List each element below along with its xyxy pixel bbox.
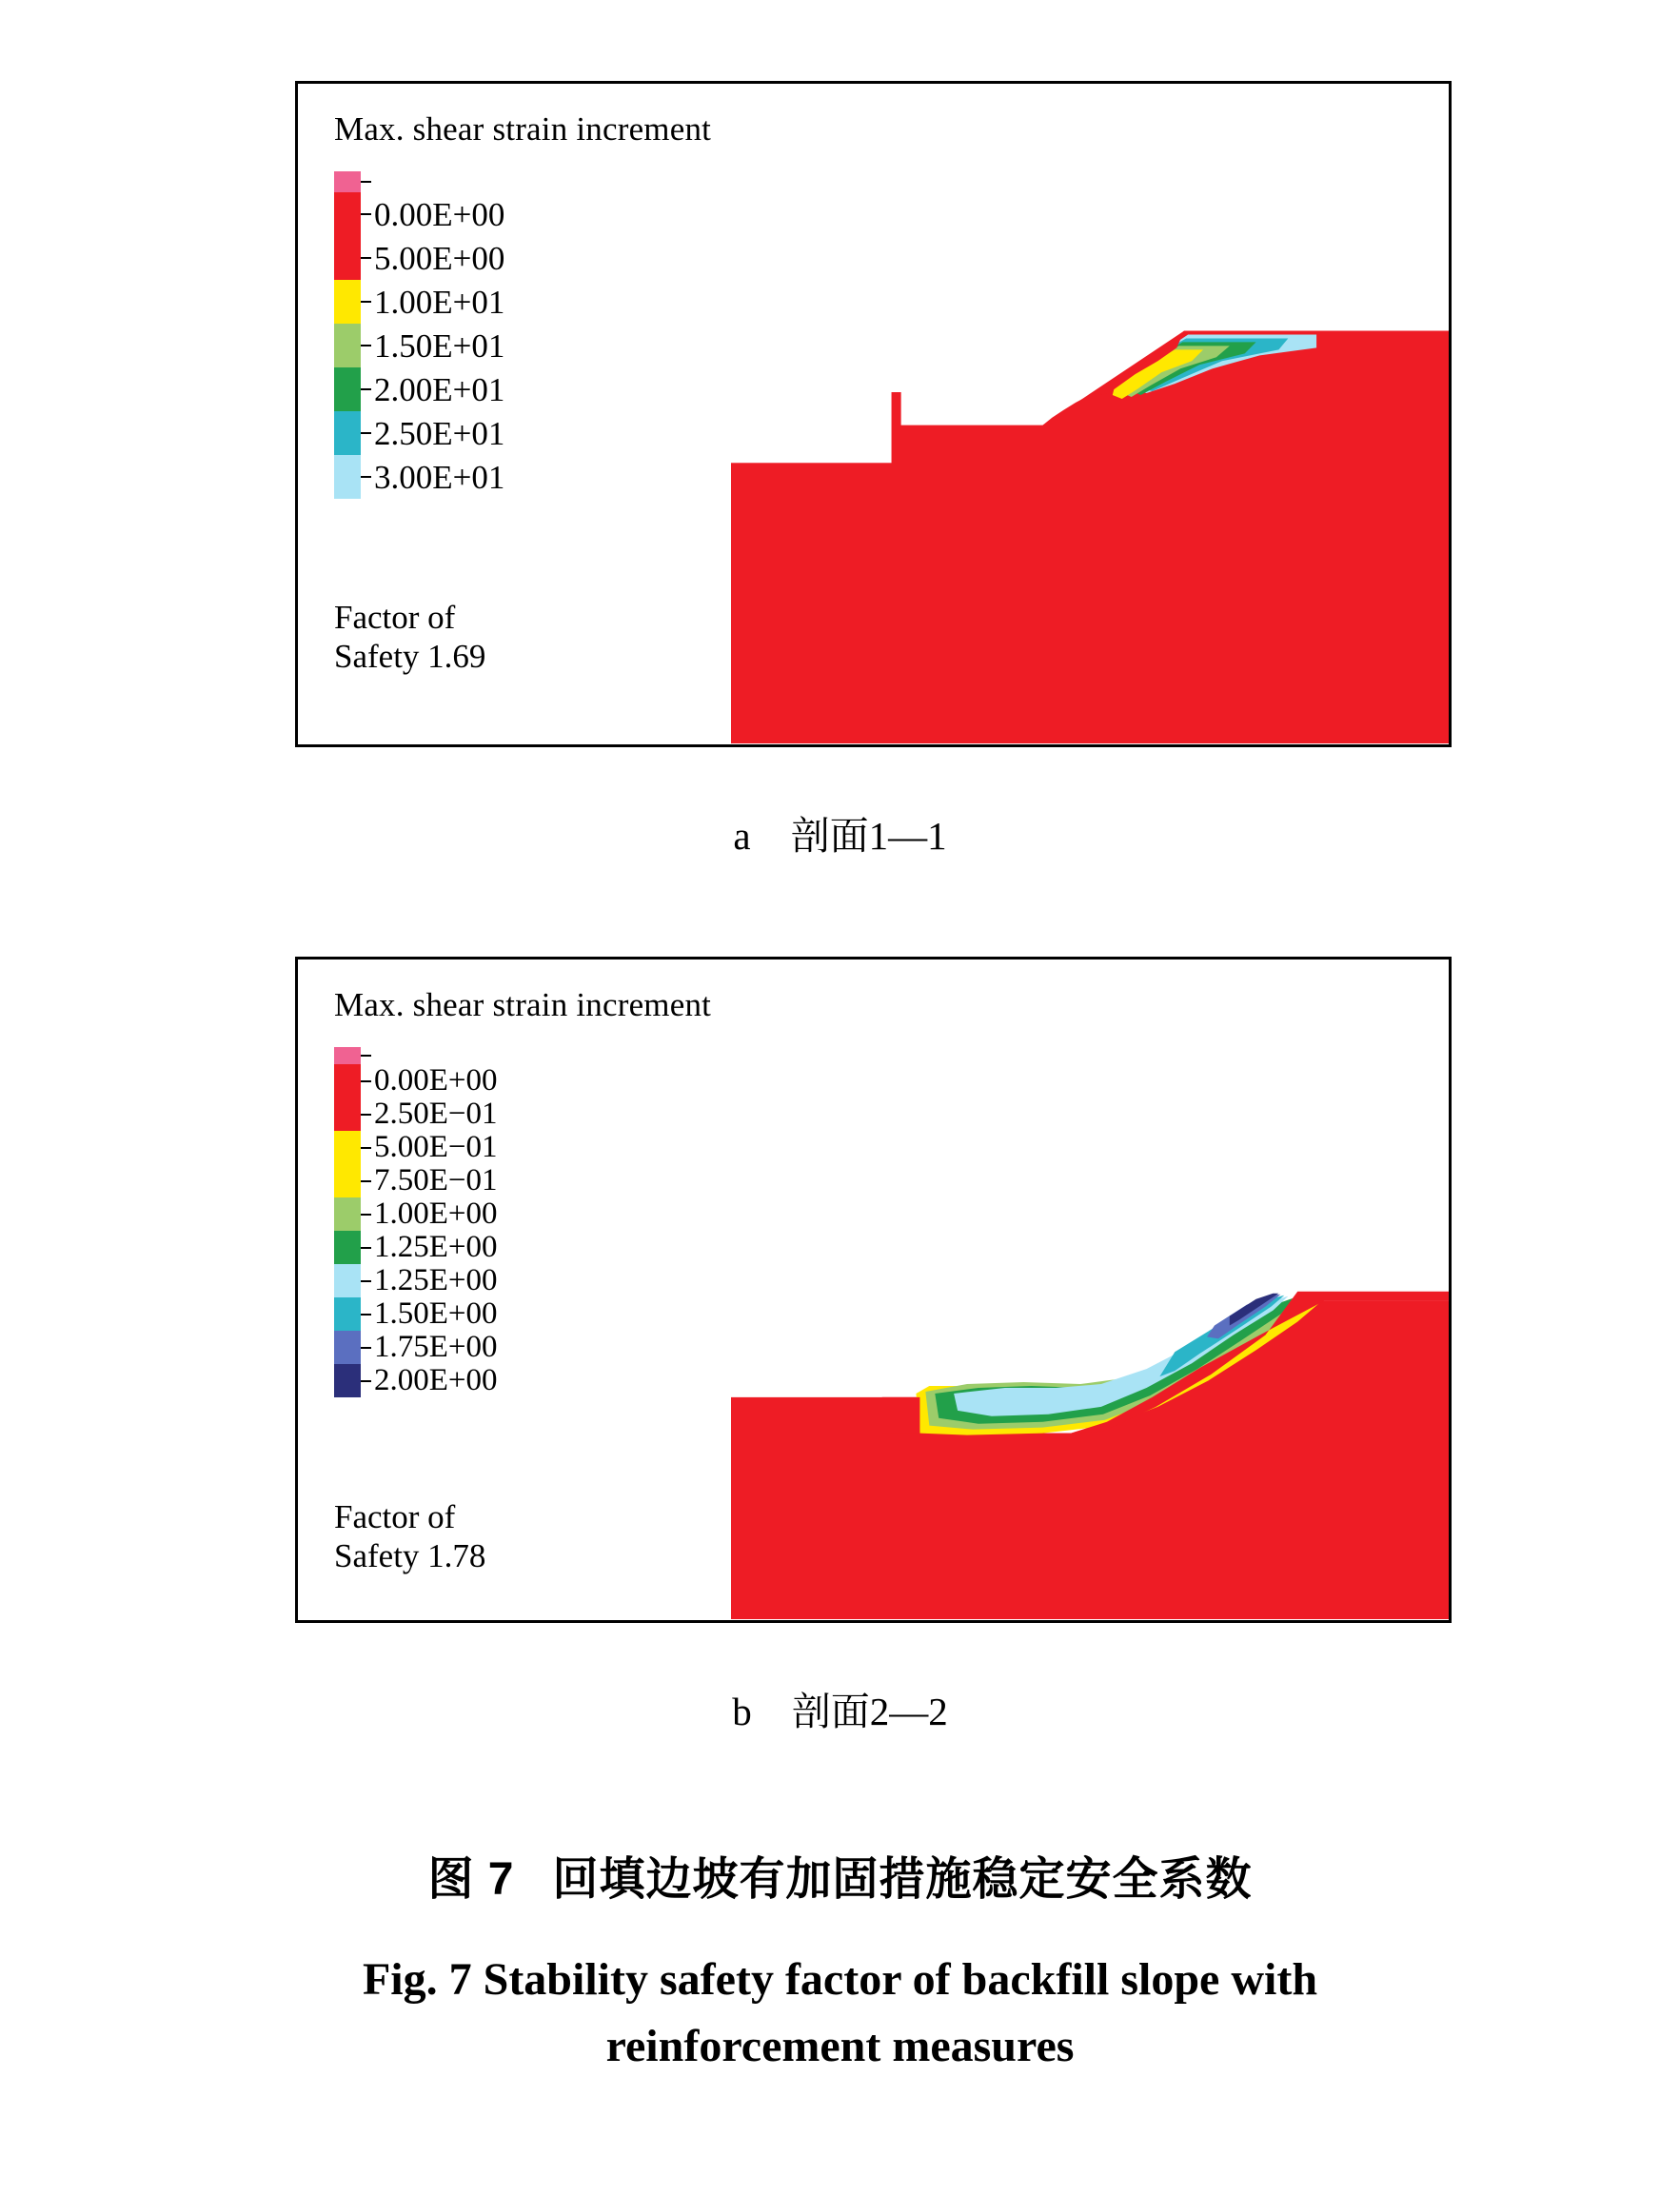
figure-title-en-line1: Fig. 7 Stability safety factor of backfill slope with xyxy=(362,1954,1318,2005)
legend-row xyxy=(334,280,504,324)
legend-label: 1.00E+01 xyxy=(374,283,505,321)
legend-label: 0.00E+00 xyxy=(374,195,505,233)
legend-tick-icon xyxy=(361,432,371,434)
legend-row-top-a xyxy=(334,171,504,192)
legend-tick-icon xyxy=(361,1114,371,1116)
legend-tick-icon xyxy=(361,388,371,390)
legend-row xyxy=(334,192,504,236)
legend-tick-icon xyxy=(361,345,371,346)
legend-swatch xyxy=(334,192,361,236)
legend-label: 5.00E−01 xyxy=(374,1130,498,1164)
legend-swatch xyxy=(334,367,361,411)
legend-label: 1.50E+00 xyxy=(374,1296,498,1331)
legend-tick-icon xyxy=(361,213,371,215)
legend-swatch xyxy=(334,1364,361,1397)
legend-label: 3.00E+01 xyxy=(374,458,505,496)
legend-label: 1.25E+00 xyxy=(374,1230,498,1264)
legend-tick-icon xyxy=(361,1080,371,1082)
legend-swatch xyxy=(334,1131,361,1164)
legend-row xyxy=(334,455,504,499)
legend-swatch xyxy=(334,455,361,499)
legend-swatch xyxy=(334,1064,361,1098)
legend-label: 2.00E+01 xyxy=(374,370,505,408)
legend-swatch xyxy=(334,1098,361,1131)
contour-plot-b xyxy=(731,1150,1449,1619)
legend-swatch xyxy=(334,411,361,455)
legend-row xyxy=(334,1364,498,1397)
legend-tick-icon xyxy=(361,1147,371,1149)
legend-row xyxy=(334,1131,498,1164)
legend-title-b: Max. shear strain increment xyxy=(334,986,712,1023)
bench-b xyxy=(882,1397,920,1434)
legend-swatch xyxy=(334,1164,361,1197)
legend-swatch xyxy=(334,1231,361,1264)
legend-row xyxy=(334,367,504,411)
legend-swatch xyxy=(334,324,361,367)
soil-surface-a xyxy=(731,331,1449,744)
factor-of-safety-b xyxy=(334,1497,485,1576)
figure-panel-b xyxy=(295,957,1452,1623)
legend-label: 1.25E+00 xyxy=(374,1263,498,1297)
legend-tick-icon xyxy=(361,476,371,478)
figure-panel-a xyxy=(295,81,1452,747)
figure-title-cn xyxy=(0,1842,1680,1908)
legend-swatch-top-b xyxy=(334,1047,361,1064)
legend-tick-icon xyxy=(361,1380,371,1382)
legend-row xyxy=(334,411,504,455)
legend-swatch-top-a xyxy=(334,171,361,192)
figure-number-cn: 图 7 xyxy=(427,1854,515,1905)
legend-row-top-b xyxy=(334,1047,498,1064)
legend-swatch xyxy=(334,280,361,324)
legend-swatch xyxy=(334,1331,361,1364)
legend-label: 1.00E+00 xyxy=(374,1197,498,1231)
factor-of-safety-value: Safety 1.78 xyxy=(334,1537,486,1575)
panel-caption-a xyxy=(0,804,1680,861)
legend-label: 5.00E+00 xyxy=(374,239,505,277)
legend-row xyxy=(334,1231,498,1264)
legend-swatch xyxy=(334,236,361,280)
panel-caption-b xyxy=(0,1680,1680,1736)
legend-label: 0.00E+00 xyxy=(374,1063,498,1098)
legend-tick-icon xyxy=(361,1247,371,1249)
contour-plot-a xyxy=(731,274,1449,743)
legend-tick-icon xyxy=(361,257,371,259)
factor-of-safety-a xyxy=(334,598,485,677)
factor-of-safety-label: Factor of xyxy=(334,599,456,636)
legend-label: 1.75E+00 xyxy=(374,1330,498,1364)
legend-label: 2.00E+00 xyxy=(374,1363,498,1397)
legend-row xyxy=(334,324,504,367)
legend-label: 2.50E−01 xyxy=(374,1097,498,1131)
panel-caption-text-a: 剖面1—1 xyxy=(790,814,947,858)
legend-row xyxy=(334,1264,498,1297)
soil-surface-b xyxy=(731,1301,1449,1619)
legend-row xyxy=(334,1297,498,1331)
legend-row xyxy=(334,1064,498,1098)
legend-swatch xyxy=(334,1197,361,1231)
legend-title-a: Max. shear strain increment xyxy=(334,110,712,148)
legend-label: 7.50E−01 xyxy=(374,1163,498,1197)
figure-title-en-line2: reinforcement measures xyxy=(605,2020,1075,2071)
panel-caption-text-b: 剖面2—2 xyxy=(791,1690,948,1733)
legend-tick-icon xyxy=(361,301,371,303)
legend-tick-top-a xyxy=(361,181,371,183)
panel-caption-letter-b: b xyxy=(732,1690,752,1733)
panel-caption-letter-a: a xyxy=(733,814,751,858)
legend-tick-icon xyxy=(361,1214,371,1216)
legend-tick-top-b xyxy=(361,1055,371,1057)
legend-swatch xyxy=(334,1297,361,1331)
legend-b xyxy=(334,1047,498,1397)
legend-row xyxy=(334,236,504,280)
legend-tick-icon xyxy=(361,1180,371,1182)
legend-row xyxy=(334,1164,498,1197)
legend-row xyxy=(334,1098,498,1131)
figure-title-en xyxy=(0,1947,1680,2079)
legend-tick-icon xyxy=(361,1314,371,1316)
factor-of-safety-label: Factor of xyxy=(334,1498,456,1535)
legend-label: 1.50E+01 xyxy=(374,326,505,365)
legend-tick-icon xyxy=(361,1347,371,1349)
legend-a xyxy=(334,171,504,499)
figure-title-cn-text: 回填边坡有加固措施稳定安全系数 xyxy=(552,1854,1253,1905)
factor-of-safety-value: Safety 1.69 xyxy=(334,638,486,676)
legend-swatch xyxy=(334,1264,361,1297)
legend-row xyxy=(334,1331,498,1364)
legend-label: 2.50E+01 xyxy=(374,414,505,452)
legend-tick-icon xyxy=(361,1280,371,1282)
legend-row xyxy=(334,1197,498,1231)
